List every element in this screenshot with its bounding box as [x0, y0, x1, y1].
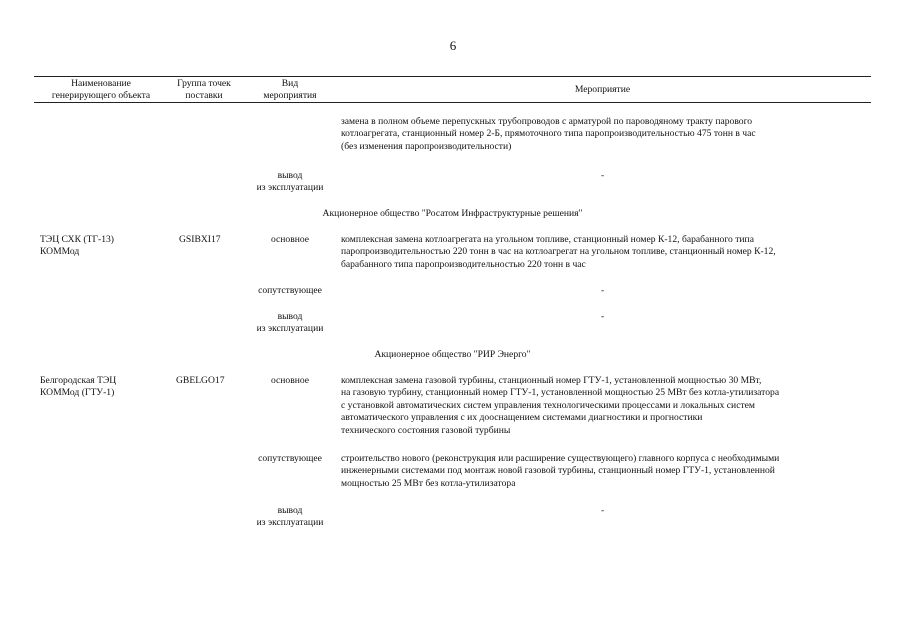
event-text	[341, 234, 871, 271]
text-line: замена в полном объеме перепускных трубопроводов с арматурой по пароводяному тракту парового	[341, 116, 753, 127]
event-dash: -	[601, 285, 605, 296]
text-line: комплексная замена котлоагрегата на угольном топливе, станционный номер К-12, барабанного типа	[341, 234, 754, 245]
company-heading: Акционерное общество "Росатом Инфраструктурные решения"	[322, 208, 583, 219]
text-line: (без изменения паропроизводительности)	[341, 140, 512, 152]
header-object-name	[40, 78, 162, 101]
text-line: с установкой автоматических систем управления технологическими процессами и локальных систем	[341, 399, 755, 411]
header-event: Мероприятие	[574, 84, 631, 95]
header-bottom-rule	[34, 102, 871, 103]
text-line: барабанного типа паропроизводительностью 220 тонн в час	[341, 258, 586, 270]
event-dash: -	[601, 311, 605, 322]
header-gtp-line: поставки	[185, 89, 223, 101]
event-type-cell	[248, 170, 332, 195]
event-type-line: из эксплуатации	[256, 182, 324, 194]
event-type-cell: сопутствующее	[258, 453, 322, 464]
header-event-type-line: Вид	[281, 78, 299, 89]
event-text	[341, 375, 871, 437]
text-line: паропроизводительностью 220 тонн в час на котлоагрегат на угольном топливе, станционный номер К-12,	[341, 246, 776, 258]
event-type-cell: сопутствующее	[258, 285, 322, 296]
event-type-line: вывод	[277, 505, 303, 516]
text-line: технического состояния газовой турбины	[341, 424, 511, 436]
text-line: комплексная замена газовой турбины, станционный номер ГТУ-1, установленной мощностью 30 МВт,	[341, 375, 762, 386]
header-object-name-line: Наименование	[71, 78, 131, 89]
text-line: строительство нового (реконструкция или расширение существующего) главного корпуса с необходимыми	[341, 453, 780, 464]
header-gtp-line: Группа точек	[177, 78, 231, 89]
text-line: автоматического управления с их дооснащением системами диагностики и прогностики	[341, 412, 703, 424]
event-type-cell: основное	[270, 234, 310, 245]
object-name-line: КОММод	[40, 246, 80, 258]
gtp-code: GBELGO17	[176, 375, 225, 386]
object-name-line: Белгородская ТЭЦ	[40, 375, 117, 386]
event-dash: -	[601, 170, 605, 181]
object-name	[40, 234, 165, 259]
header-event-type-line: мероприятия	[263, 89, 317, 101]
event-type-line: из эксплуатации	[256, 323, 324, 335]
object-name-line: ТЭЦ СХК (ТГ-13)	[40, 234, 114, 245]
page-number: 6	[449, 38, 457, 53]
text-line: на газовую турбину, станционный номер ГТУ-1, установленной мощностью 25 МВт без котла-утилизатора	[341, 387, 780, 399]
text-line: инженерными системами под монтаж новой газовой турбины, станционный номер ГТУ-1, установленной	[341, 465, 775, 477]
continuation-text	[341, 116, 871, 153]
event-type-line: из эксплуатации	[256, 517, 324, 529]
header-event-type	[250, 78, 330, 101]
object-name-line: КОММод (ГТУ-1)	[40, 387, 115, 399]
event-type-line: вывод	[277, 170, 303, 181]
header-object-name-line: генерирующего объекта	[51, 89, 151, 101]
text-line: котлоагрегата, станционный номер 2-Б, прямоточного типа паропроизводительностью 475 тонн в час	[341, 128, 756, 140]
gtp-code: GSIBXI17	[179, 234, 221, 245]
event-type-line: вывод	[277, 311, 303, 322]
event-text	[341, 453, 871, 490]
event-type-cell	[248, 505, 332, 530]
company-heading: Акционерное общество "РИР Энерго"	[374, 349, 531, 360]
header-gtp	[166, 78, 242, 101]
text-line: мощностью 25 МВт без котла-утилизатора	[341, 477, 516, 489]
event-type-cell	[248, 311, 332, 336]
object-name	[40, 375, 165, 400]
event-dash: -	[601, 505, 605, 516]
header-top-rule	[34, 76, 871, 77]
event-type-cell: основное	[270, 375, 310, 386]
